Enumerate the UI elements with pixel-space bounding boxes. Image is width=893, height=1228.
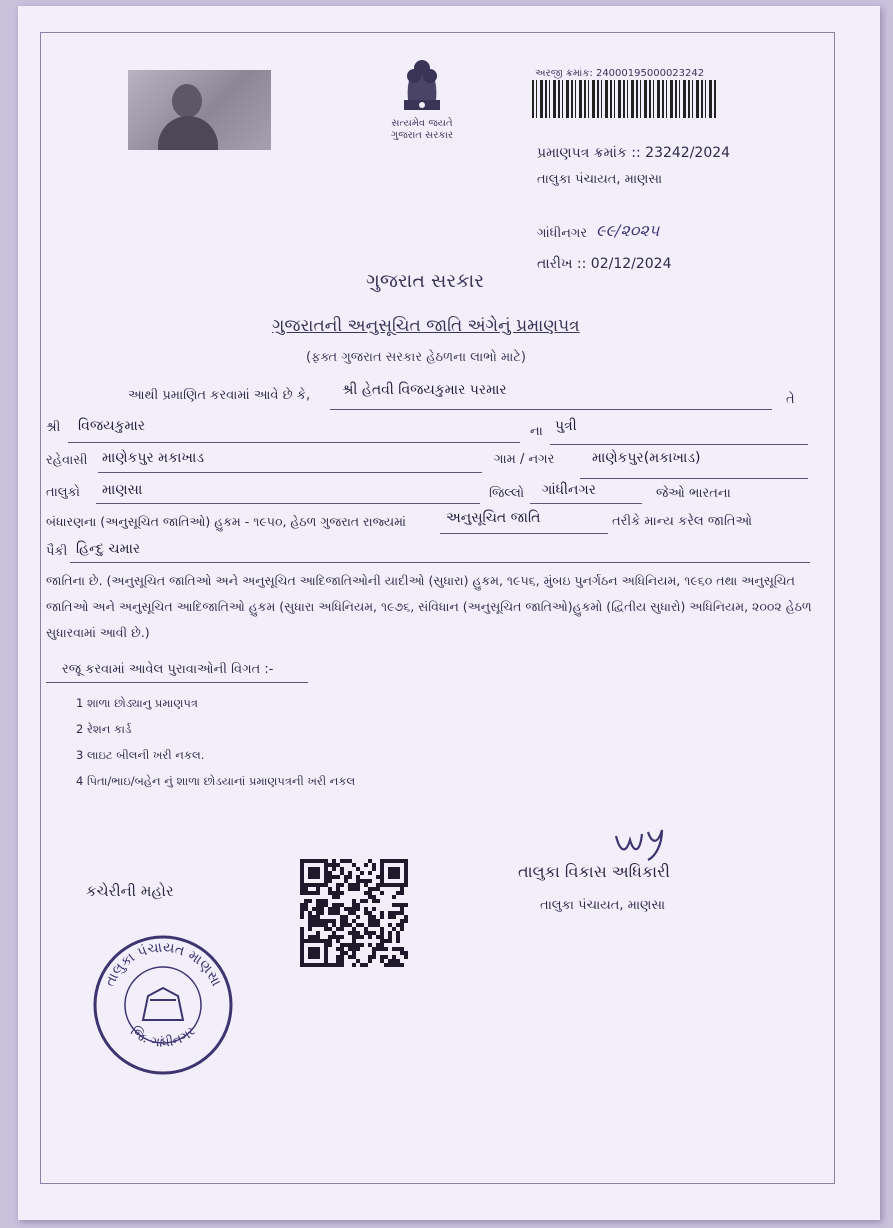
svg-text:તાલુકા પંચાયત માણસા: તાલુકા પંચાયત માણસા — [101, 939, 225, 990]
issuing-office: તાલુકા પંચાયત, માણસા — [537, 172, 663, 187]
relation: પુત્રી — [555, 418, 577, 434]
svg-text:જિ. ગાંધીનગર: જિ. ગાંધીનગર — [127, 1023, 199, 1051]
officer-title: તાલુકા વિકાસ અધિકારી — [518, 862, 670, 881]
constitution-text: બંધારણના (અનુસૂચિત જાતિઓ) હુકમ - ૧૯૫૦, હેઠળ ગુજરાત રાજ્યમાં — [46, 514, 406, 529]
application-number: અરજી ક્રમાંક: 24000195000023242 — [535, 68, 705, 79]
father-name: વિજયકુમાર — [78, 418, 146, 434]
emblem-govt: ગુજરાત સરકાર — [390, 130, 454, 141]
evidence-heading: રજૂ કરવામાં આવેલ પુરાવાઓની વિગત :- — [62, 662, 274, 677]
evidence-item: 1 શાળા છોડ્યાનુ પ્રમાણપત્ર — [76, 696, 198, 710]
applicant-photo — [128, 70, 271, 150]
certificate-title: ગુજરાતની અનુસૂચિત જાતિ અંગેનું પ્રમાણપત્ર — [272, 316, 580, 336]
officer-office: તાલુકા પંચાયત, માણસા — [540, 898, 666, 913]
taluka-value: માણસા — [102, 482, 143, 498]
village-value: માણેકપુર(મકાખાડ) — [592, 450, 701, 466]
village-label: ગામ / નગર — [494, 452, 555, 467]
na-label: ના — [530, 424, 543, 439]
handwritten-reference: ૯૯/૨૦૨૫ — [596, 221, 660, 240]
office-stamp — [88, 930, 238, 1080]
barcode — [532, 80, 717, 118]
national-emblem — [380, 50, 464, 150]
resident-value: માણેકપુર મકાખાડ — [102, 450, 205, 466]
evidence-item: 3 લાઇટ બીલની ખરી નકલ. — [76, 748, 205, 762]
recognized-text: તરીકે માન્ય કરેલ જાતિઓ — [612, 514, 753, 529]
india-text: જેઓ ભારતના — [656, 486, 731, 501]
caste-value: હિન્દુ ચમાર — [76, 541, 141, 557]
signature — [612, 822, 672, 862]
govt-title: ગુજરાત સરકાર — [366, 270, 485, 292]
intro-text: આથી પ્રમાણિત કરવામાં આવે છે કે, — [128, 388, 311, 403]
issue-date: તારીખ :: 02/12/2024 — [537, 256, 672, 272]
certificate-number: પ્રમાણપત્ર ક્રમાંક :: 23242/2024 — [537, 145, 731, 161]
lion-emblem-icon — [392, 50, 452, 118]
among-label: પૈકી — [46, 544, 68, 559]
emblem-motto: સત્યમેવ જયતે — [391, 118, 453, 129]
place-label: ગાંધીનગર — [537, 226, 588, 241]
district-value: ગાંધીનગર — [542, 482, 596, 498]
shri-label: શ્રી — [46, 420, 61, 435]
legal-paragraph: જાતિના છે. (અનુસૂચિત જાતિઓ અને અનુસૂચિત આદિજાતિઓની યાદીઓ (સુધારા) હુકમ, ૧૯૫૬, મુંબઇ પુનર્ગઠન અધિનિયમ, ૧૯૬૦ તથા અનુસૂચિત જાતિઓ અને અનુસૂચિત આદિજાતિઓ હુકમ (સુધારા અધિનિયમ, ૧૯૭૬, સંવિધાન (અનુસૂચિત જાતિઓ)હુકમો (દ્વિતીય સુધારો) અધિનિયમ, ૨૦૦૨ હેઠળ સુધારવામાં આવી છે.) — [46, 573, 812, 640]
qr-code — [300, 858, 408, 968]
office-seal-label: કચેરીની મહોર — [86, 882, 174, 900]
certificate-note: (ફક્ત ગુજરાત સરકાર હેઠળના લાભો માટે) — [306, 350, 526, 365]
te-text: તે — [786, 392, 795, 407]
taluka-label: તાલુકો — [46, 485, 81, 500]
category-value: અનુસૂચિત જાતિ — [446, 510, 541, 526]
applicant-name: શ્રી હેતવી વિજયકુમાર પરમાર — [342, 382, 507, 398]
evidence-item: 2 રેશન કાર્ડ — [76, 722, 132, 736]
resident-label: રહેવાસી — [46, 453, 88, 468]
district-label: જિલ્લો — [489, 486, 525, 501]
evidence-item: 4 પિતા/ભાઇ/બહેન નું શાળા છોડયાનાં પ્રમાણપત્રની ખરી નકલ — [76, 774, 356, 788]
